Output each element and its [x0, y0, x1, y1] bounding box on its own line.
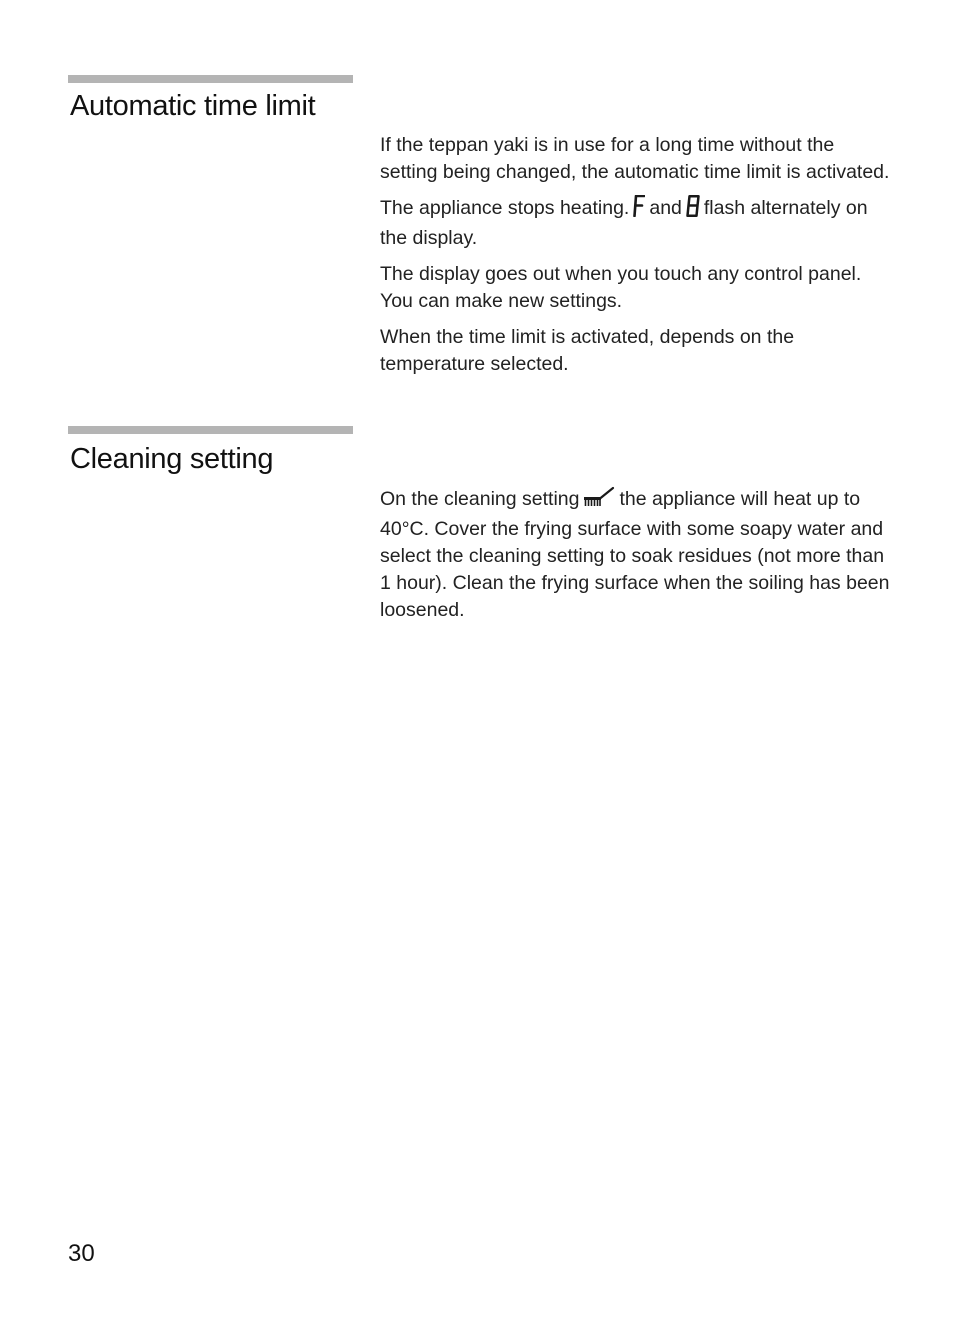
- paragraph-display-flash: [380, 195, 890, 252]
- paragraph-cleaning-instructions: [380, 486, 890, 624]
- display-f-icon: [633, 195, 645, 225]
- section-body-cleaning: [380, 486, 890, 633]
- section-body-time-limit: [380, 132, 890, 387]
- section-title-cleaning: Cleaning setting: [70, 443, 274, 475]
- page-number: 30: [68, 1240, 95, 1267]
- paragraph-text: flash alternately on the display.: [380, 197, 868, 249]
- paragraph-text: The appliance stops heating.: [380, 197, 630, 219]
- paragraph-text: and: [649, 197, 682, 219]
- section-rule-time-limit: [68, 75, 353, 83]
- paragraph-display-goes-out: [380, 261, 890, 315]
- cleaning-brush-icon: [583, 486, 615, 516]
- paragraph-text: If the teppan yaki is in use for a long time without the setting being changed, the automatic time limit is activated.: [380, 134, 890, 183]
- paragraph-time-limit-activation: [380, 132, 890, 186]
- paragraph-text: the appliance will heat up to 40°C. Cover the frying surface with some soapy water and select the cleaning setting to soak residues (not more than 1 hour). Clean the frying surface when the soiling has been loosened.: [380, 488, 890, 621]
- paragraph-text: On the cleaning setting: [380, 488, 580, 510]
- display-8-icon: [686, 195, 700, 225]
- section-rule-cleaning: [68, 426, 353, 434]
- paragraph-text: When the time limit is activated, depends on the temperature selected.: [380, 326, 795, 375]
- paragraph-text: The display goes out when you touch any control panel. You can make new settings.: [380, 263, 862, 312]
- section-title-time-limit: Automatic time limit: [70, 90, 316, 122]
- paragraph-temperature-dependency: [380, 324, 890, 378]
